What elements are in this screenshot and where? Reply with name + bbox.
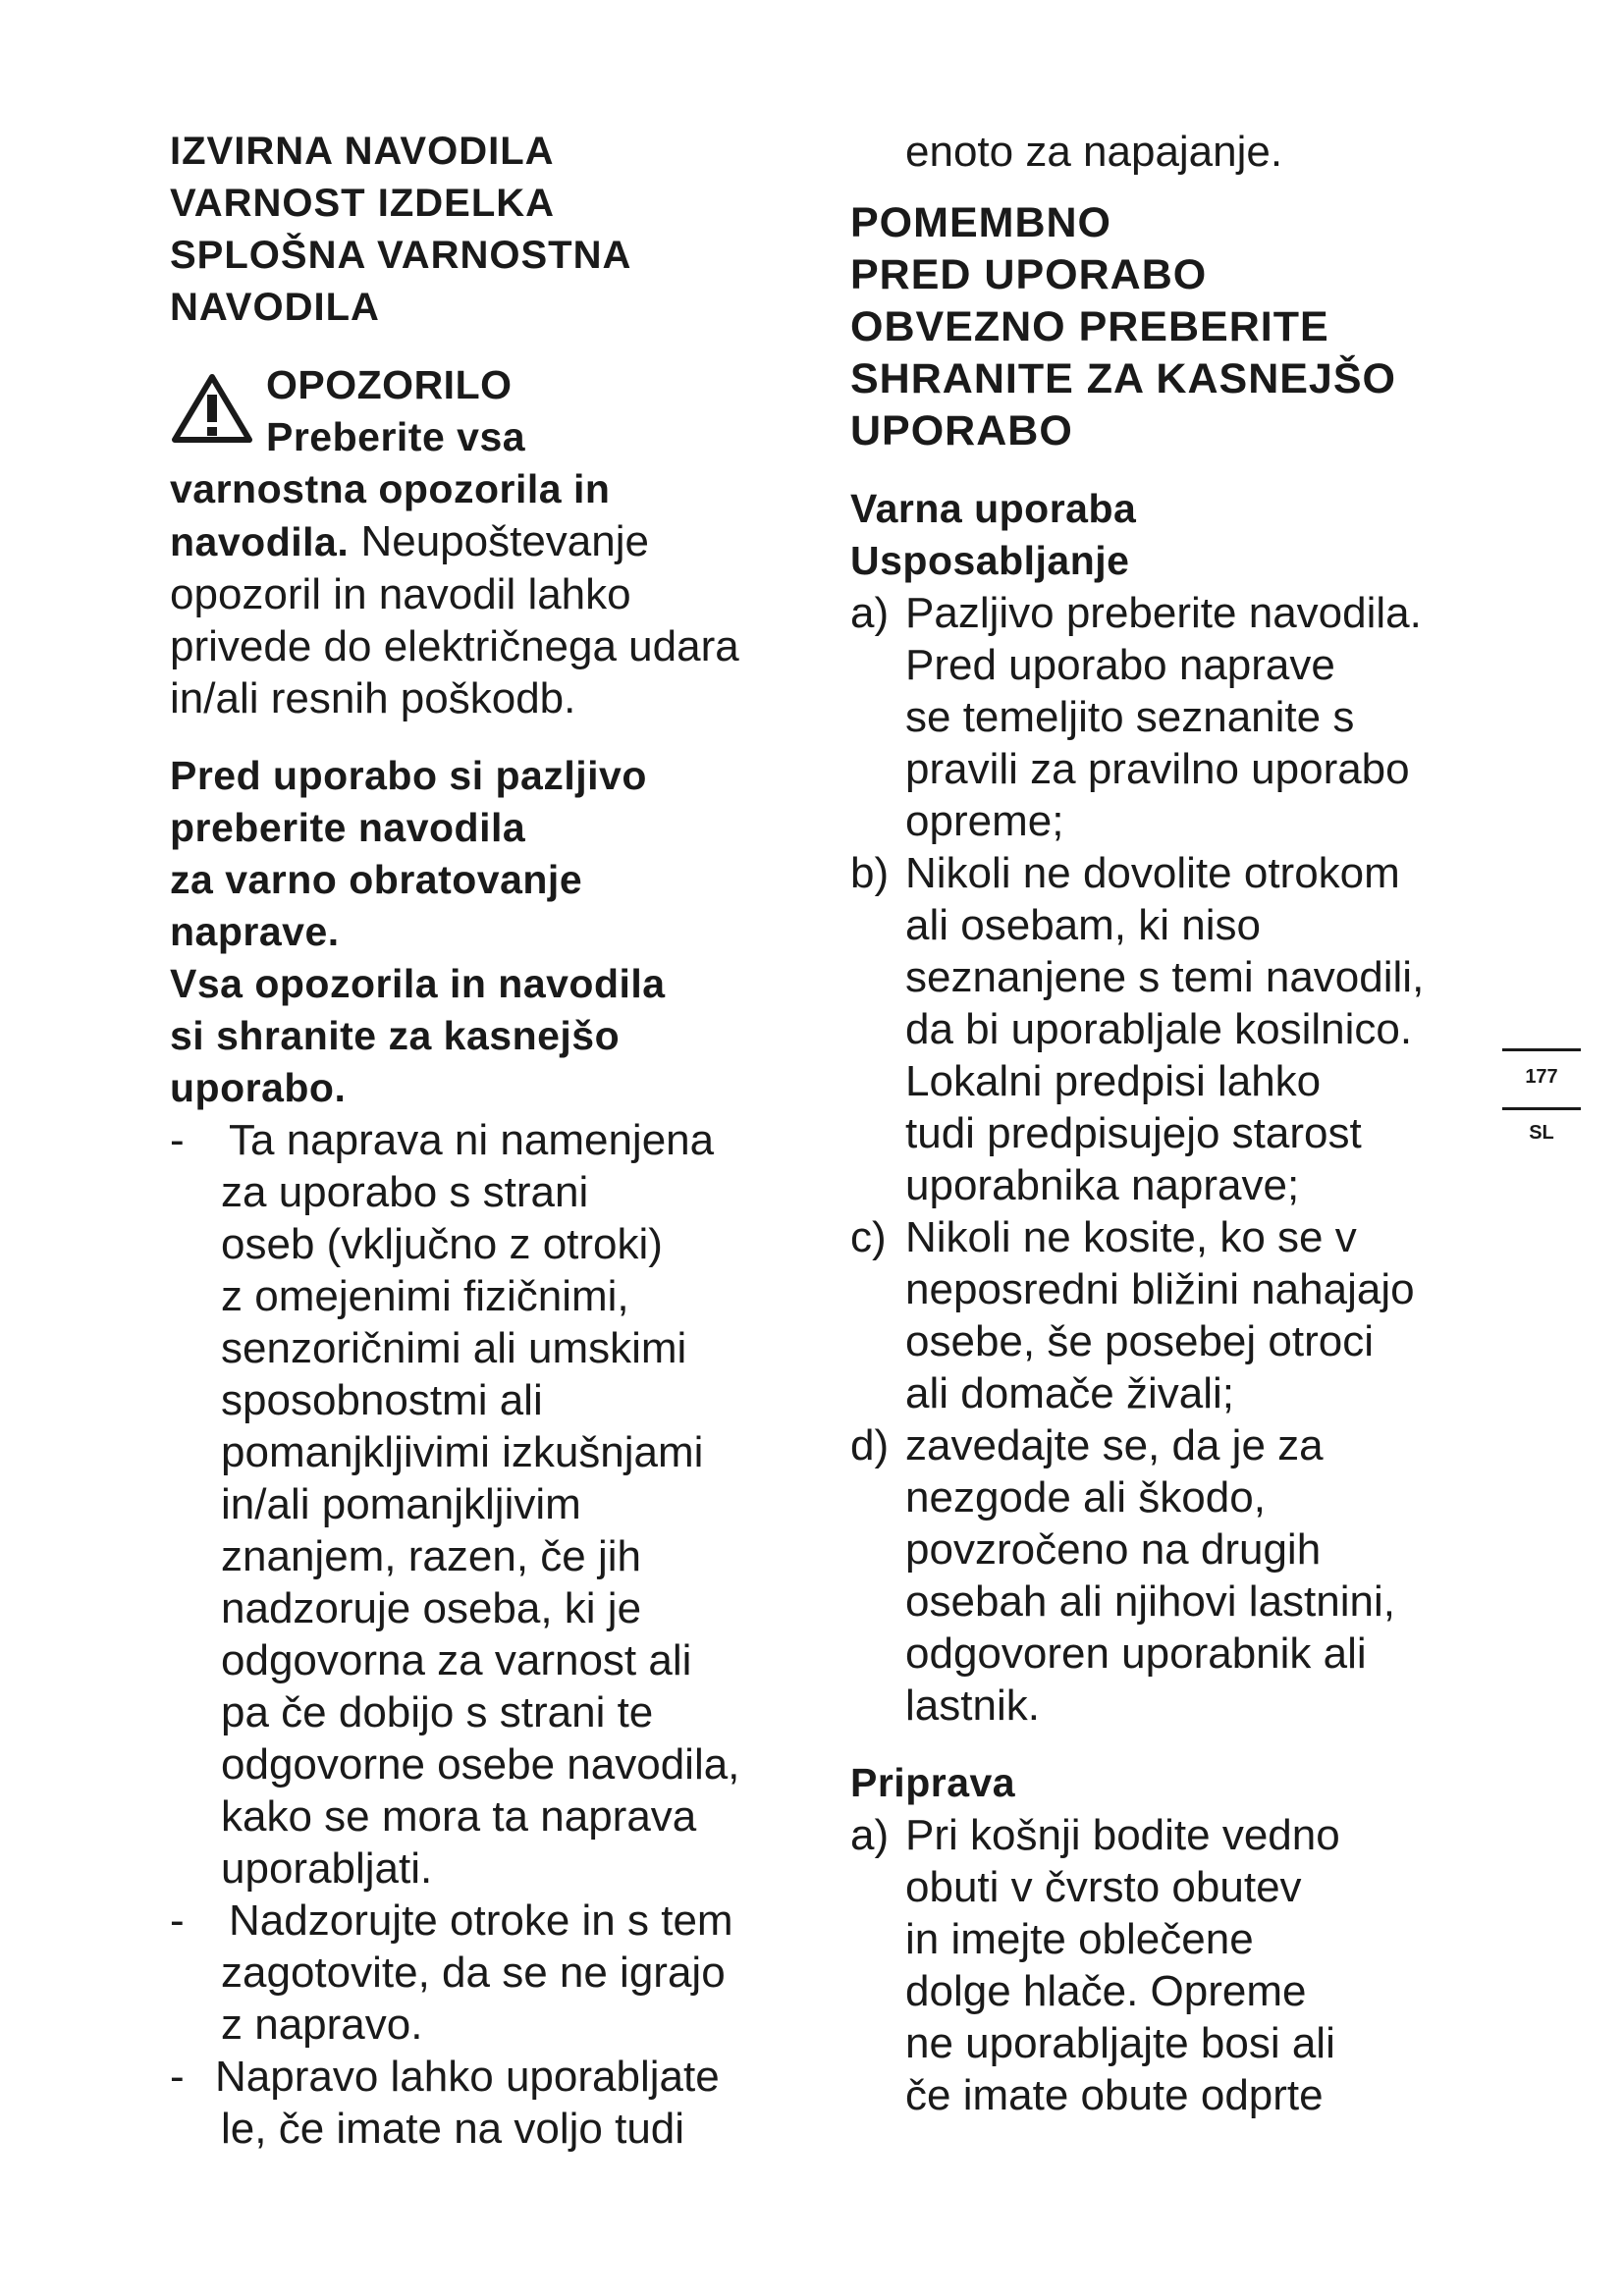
list-line: uporabnika naprave; bbox=[905, 1161, 1300, 1209]
list-line: Napravo lahko uporabljate bbox=[215, 2053, 720, 2101]
list-line: in imejte oblečene bbox=[905, 1915, 1254, 1963]
bold-line: Pred uporabo si pazljivo bbox=[170, 753, 647, 798]
title-line: IZVIRNA NAVODILA bbox=[170, 130, 555, 173]
title-line: SPLOŠNA VARNOSTNA bbox=[170, 234, 632, 277]
list-line: da bi uporabljale kosilnico. bbox=[905, 1005, 1413, 1053]
list-item bbox=[850, 1809, 1498, 2121]
list-line: in/ali pomanjkljivim bbox=[221, 1480, 581, 1528]
list-item bbox=[170, 2051, 818, 2155]
list-line: za uporabo s strani bbox=[221, 1168, 589, 1216]
list-item bbox=[850, 1419, 1498, 1732]
list-item bbox=[850, 587, 1498, 847]
warning-line: privede do električnega udara bbox=[170, 622, 739, 670]
warning-heading: OPOZORILO bbox=[266, 362, 513, 407]
right-column bbox=[850, 126, 1498, 2121]
warning-bold-word: navodila. bbox=[170, 519, 350, 564]
list-line: se temeljito seznanite s bbox=[905, 693, 1355, 741]
bold-line: preberite navodila bbox=[170, 805, 526, 850]
list-line: zavedajte se, da je za bbox=[905, 1421, 1324, 1469]
list-letter: a) bbox=[850, 589, 890, 637]
list-line: dolge hlače. Opreme bbox=[905, 1967, 1307, 2015]
continued-text: enoto za napajanje. bbox=[905, 128, 1283, 176]
list-line: pravili za pravilno uporabo bbox=[905, 745, 1410, 793]
list-item bbox=[850, 847, 1498, 1211]
important-notice bbox=[850, 197, 1498, 457]
list-line: pomanjkljivimi izkušnjami bbox=[221, 1428, 704, 1476]
left-column bbox=[170, 126, 818, 2155]
list-line: oseb (vključno z otroki) bbox=[221, 1220, 663, 1268]
language-code: SL bbox=[1529, 1122, 1554, 1144]
warning-line: in/ali resnih poškodb. bbox=[170, 674, 576, 722]
list-line: osebe, še posebej otroci bbox=[905, 1317, 1374, 1365]
list-item bbox=[170, 1895, 818, 2051]
bold-line: si shranite za kasnejšo bbox=[170, 1013, 621, 1058]
section-heading: Varna uporaba bbox=[850, 486, 1137, 531]
list-line: če imate obute odprte bbox=[905, 2071, 1324, 2119]
warning-line: Preberite vsa bbox=[266, 414, 526, 459]
list-line: odgovoren uporabnik ali bbox=[905, 1629, 1367, 1678]
section-subheading: Usposabljanje bbox=[850, 538, 1130, 583]
safety-instructions-bold bbox=[170, 750, 818, 1114]
list-line: kako se mora ta naprava bbox=[221, 1792, 697, 1841]
list-line: Ta naprava ni namenjena bbox=[229, 1116, 715, 1164]
title-line: NAVODILA bbox=[170, 286, 380, 329]
list-line: Pri košnji bodite vedno bbox=[905, 1811, 1340, 1859]
list-line: ne uporabljajte bosi ali bbox=[905, 2019, 1335, 2067]
list-line: odgovorna za varnost ali bbox=[221, 1636, 692, 1684]
list-line: ali domače živali; bbox=[905, 1369, 1235, 1417]
list-line: Pazljivo preberite navodila. bbox=[905, 589, 1422, 637]
bold-line: naprave. bbox=[170, 909, 340, 954]
list-line: tudi predpisujejo starost bbox=[905, 1109, 1362, 1157]
page-number-rule-top bbox=[1502, 1048, 1581, 1051]
list-line: znanjem, razen, če jih bbox=[221, 1532, 641, 1580]
bold-line: uporabo. bbox=[170, 1065, 347, 1110]
list-line: uporabljati. bbox=[221, 1844, 433, 1893]
warning-triangle-icon bbox=[170, 371, 254, 446]
list-line: povzročeno na drugih bbox=[905, 1525, 1322, 1574]
list-line: Nadzorujte otroke in s tem bbox=[229, 1896, 733, 1945]
list-line: Nikoli ne kosite, ko se v bbox=[905, 1213, 1357, 1261]
list-line: sposobnostmi ali bbox=[221, 1376, 543, 1424]
list-item bbox=[850, 1211, 1498, 1419]
list-letter: a) bbox=[850, 1811, 890, 1859]
page-number: 177 bbox=[1525, 1066, 1558, 1088]
document-title bbox=[170, 126, 818, 334]
list-line: zagotovite, da se ne igrajo bbox=[221, 1949, 726, 1997]
list-line: lastnik. bbox=[905, 1682, 1040, 1730]
title-line: VARNOST IZDELKA bbox=[170, 182, 556, 225]
list-line: Nikoli ne dovolite otrokom bbox=[905, 849, 1400, 897]
list-line: pa če dobijo s strani te bbox=[221, 1688, 654, 1736]
section-heading: Priprava bbox=[850, 1760, 1016, 1805]
list-letter: b) bbox=[850, 849, 890, 897]
warning-block bbox=[170, 359, 818, 724]
list-line: Lokalni predpisi lahko bbox=[905, 1057, 1322, 1105]
list-line: z napravo. bbox=[221, 2001, 423, 2049]
notice-line: POMEMBNO bbox=[850, 199, 1111, 246]
list-line: obuti v čvrsto obutev bbox=[905, 1863, 1302, 1911]
bold-line: Vsa opozorila in navodila bbox=[170, 961, 666, 1006]
page-number-rule-bottom bbox=[1502, 1107, 1581, 1110]
warning-text: Neupoštevanje bbox=[349, 517, 649, 565]
notice-line: PRED UPORABO bbox=[850, 251, 1208, 298]
list-dash: - bbox=[170, 1116, 185, 1164]
list-dash: - bbox=[170, 1896, 185, 1945]
list-line: le, če imate na voljo tudi bbox=[221, 2105, 685, 2153]
list-line: nezgode ali škodo, bbox=[905, 1473, 1266, 1522]
warning-line: varnostna opozorila in bbox=[170, 466, 611, 511]
list-line: ali osebam, ki niso bbox=[905, 901, 1261, 949]
list-letter: d) bbox=[850, 1421, 890, 1469]
list-line: nadzoruje oseba, ki je bbox=[221, 1584, 642, 1632]
notice-line: SHRANITE ZA KASNEJŠO bbox=[850, 355, 1396, 402]
list-letter: c) bbox=[850, 1213, 887, 1261]
list-line: senzoričnimi ali umskimi bbox=[221, 1324, 687, 1372]
list-line: osebah ali njihovi lastnini, bbox=[905, 1577, 1395, 1626]
list-item bbox=[170, 1114, 818, 1895]
warning-line: opozoril in navodil lahko bbox=[170, 570, 631, 618]
list-line: opreme; bbox=[905, 797, 1064, 845]
list-line: seznanjene s temi navodili, bbox=[905, 953, 1425, 1001]
bold-line: za varno obratovanje bbox=[170, 857, 583, 902]
list-line: Pred uporabo naprave bbox=[905, 641, 1335, 689]
list-line: neposredni bližini nahajajo bbox=[905, 1265, 1415, 1313]
warning-line bbox=[170, 515, 818, 568]
list-dash: - bbox=[170, 2053, 185, 2101]
notice-line: UPORABO bbox=[850, 407, 1073, 454]
list-line: z omejenimi fizičnimi, bbox=[221, 1272, 629, 1320]
notice-line: OBVEZNO PREBERITE bbox=[850, 303, 1329, 350]
list-line: odgovorne osebe navodila, bbox=[221, 1740, 740, 1789]
